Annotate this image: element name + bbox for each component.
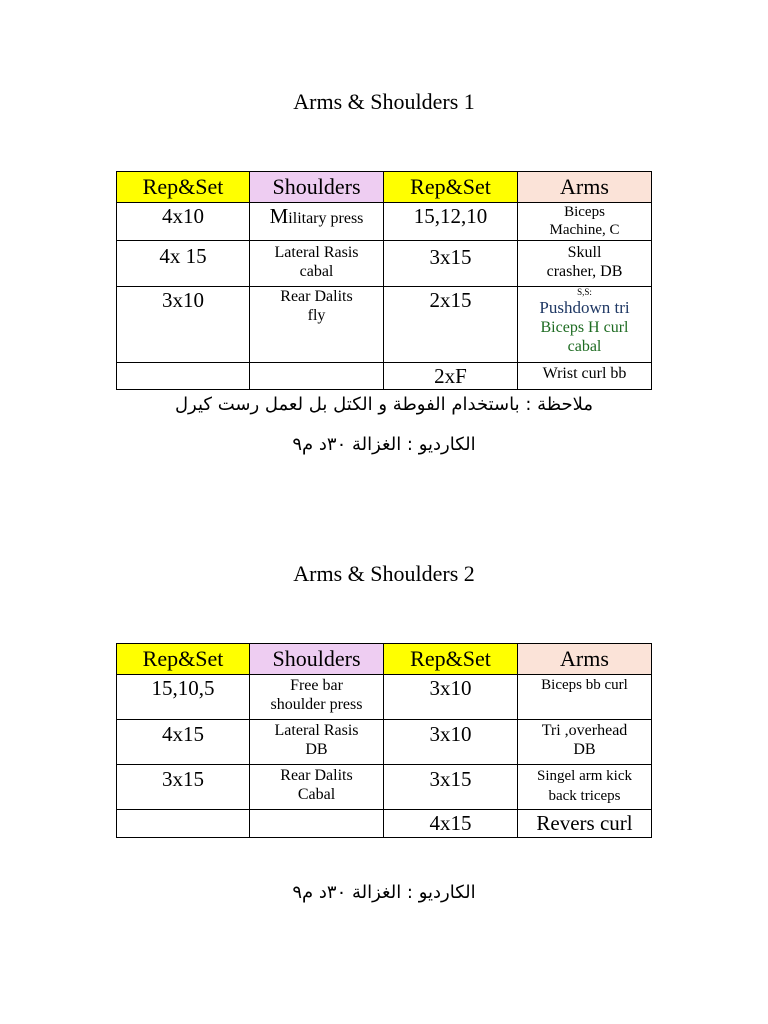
shoulder-exercise-cell (250, 241, 384, 287)
rep-set-cell: 3x15 (384, 765, 518, 810)
rep-set-cell (117, 810, 250, 838)
superset-exercise-1: Pushdown tri (539, 298, 630, 317)
table-header-row (117, 172, 652, 203)
workout-table-2 (116, 643, 652, 838)
table-row (117, 810, 652, 838)
note-text: ملاحظة : باستخدام الفوطة و الكتل بل لعمل رست كيرل (174, 394, 594, 415)
exercise-line: DB (573, 741, 596, 758)
table-row (117, 675, 652, 720)
shoulder-exercise-cell (250, 675, 384, 720)
exercise-line: shoulder press (270, 696, 363, 713)
arms-exercise-cell (518, 720, 652, 765)
exercise-name-rest: ilitary press (288, 210, 364, 227)
exercise-line: Lateral Rasis (274, 244, 359, 261)
header-arms: Arms (518, 644, 652, 675)
header-rep-set: Rep&Set (117, 172, 250, 203)
rep-set-cell: 15,10,5 (117, 675, 250, 720)
table-row (117, 720, 652, 765)
rep-set-cell: 4x15 (384, 810, 518, 838)
arms-exercise-cell: Biceps bb curl (518, 675, 652, 720)
exercise-line: cabal (299, 263, 334, 280)
shoulder-exercise-cell (250, 720, 384, 765)
rep-set-cell: 2x15 (384, 287, 518, 363)
rep-set-cell: 3x10 (384, 720, 518, 765)
exercise-line: Cabal (297, 786, 336, 803)
exercise-line: Free bar (290, 677, 343, 694)
exercise-line: Skull (567, 244, 602, 261)
workout-table-1 (116, 171, 652, 390)
superset-label: S,S: (577, 287, 592, 297)
rep-set-cell: 3x15 (384, 241, 518, 287)
shoulder-exercise-cell (250, 287, 384, 363)
rep-set-cell: 3x15 (117, 765, 250, 810)
exercise-line: crasher, DB (546, 263, 623, 280)
exercise-line: Tri ,overhead (541, 722, 628, 739)
table-row (117, 765, 652, 810)
header-shoulders: Shoulders (250, 644, 384, 675)
exercise-initial: M (269, 204, 289, 228)
shoulder-exercise-cell (250, 765, 384, 810)
exercise-line: Rear Dalits (280, 767, 353, 784)
table-row (117, 241, 652, 287)
cardio-text: الكارديو : الغزالة ٣٠د م٩ (292, 434, 476, 455)
exercise-line: DB (305, 741, 328, 758)
exercise-line: Singel arm kick (537, 768, 632, 784)
exercise-line: Machine, C (549, 222, 620, 238)
header-rep-set: Rep&Set (384, 172, 518, 203)
header-arms: Arms (518, 172, 652, 203)
superset-exercise-2-cont: cabal (567, 338, 602, 355)
arms-exercise-cell (518, 241, 652, 287)
header-rep-set: Rep&Set (384, 644, 518, 675)
header-rep-set: Rep&Set (117, 644, 250, 675)
rep-set-cell: 3x10 (117, 287, 250, 363)
exercise-line: Biceps (564, 204, 605, 220)
cardio-text: الكارديو : الغزالة ٣٠د م٩ (292, 882, 476, 903)
section1-title: Arms & Shoulders 1 (293, 89, 475, 114)
arms-superset-cell (518, 287, 652, 363)
superset-exercise-2: Biceps H curl (540, 319, 629, 336)
arms-exercise-cell (518, 203, 652, 241)
header-shoulders: Shoulders (250, 172, 384, 203)
table-row (117, 287, 652, 363)
exercise-line: Lateral Rasis (274, 722, 359, 739)
arms-exercise-cell (518, 765, 652, 810)
section2-title: Arms & Shoulders 2 (293, 561, 475, 586)
table-header-row (117, 644, 652, 675)
arms-exercise-cell: Revers curl (518, 810, 652, 838)
rep-set-cell (117, 363, 250, 390)
rep-set-cell: 2xF (384, 363, 518, 390)
rep-set-cell: 15,12,10 (384, 203, 518, 241)
table-row (117, 203, 652, 241)
rep-set-cell: 3x10 (384, 675, 518, 720)
rep-set-cell: 4x 15 (117, 241, 250, 287)
shoulder-exercise-cell (250, 363, 384, 390)
shoulder-exercise-cell (250, 810, 384, 838)
exercise-line: fly (307, 307, 326, 324)
shoulder-exercise-cell (250, 203, 384, 241)
exercise-line: back triceps (548, 788, 621, 804)
exercise-line: Rear Dalits (280, 288, 353, 305)
arms-exercise-cell: Wrist curl bb (518, 363, 652, 390)
rep-set-cell: 4x10 (117, 203, 250, 241)
table-row (117, 363, 652, 390)
rep-set-cell: 4x15 (117, 720, 250, 765)
